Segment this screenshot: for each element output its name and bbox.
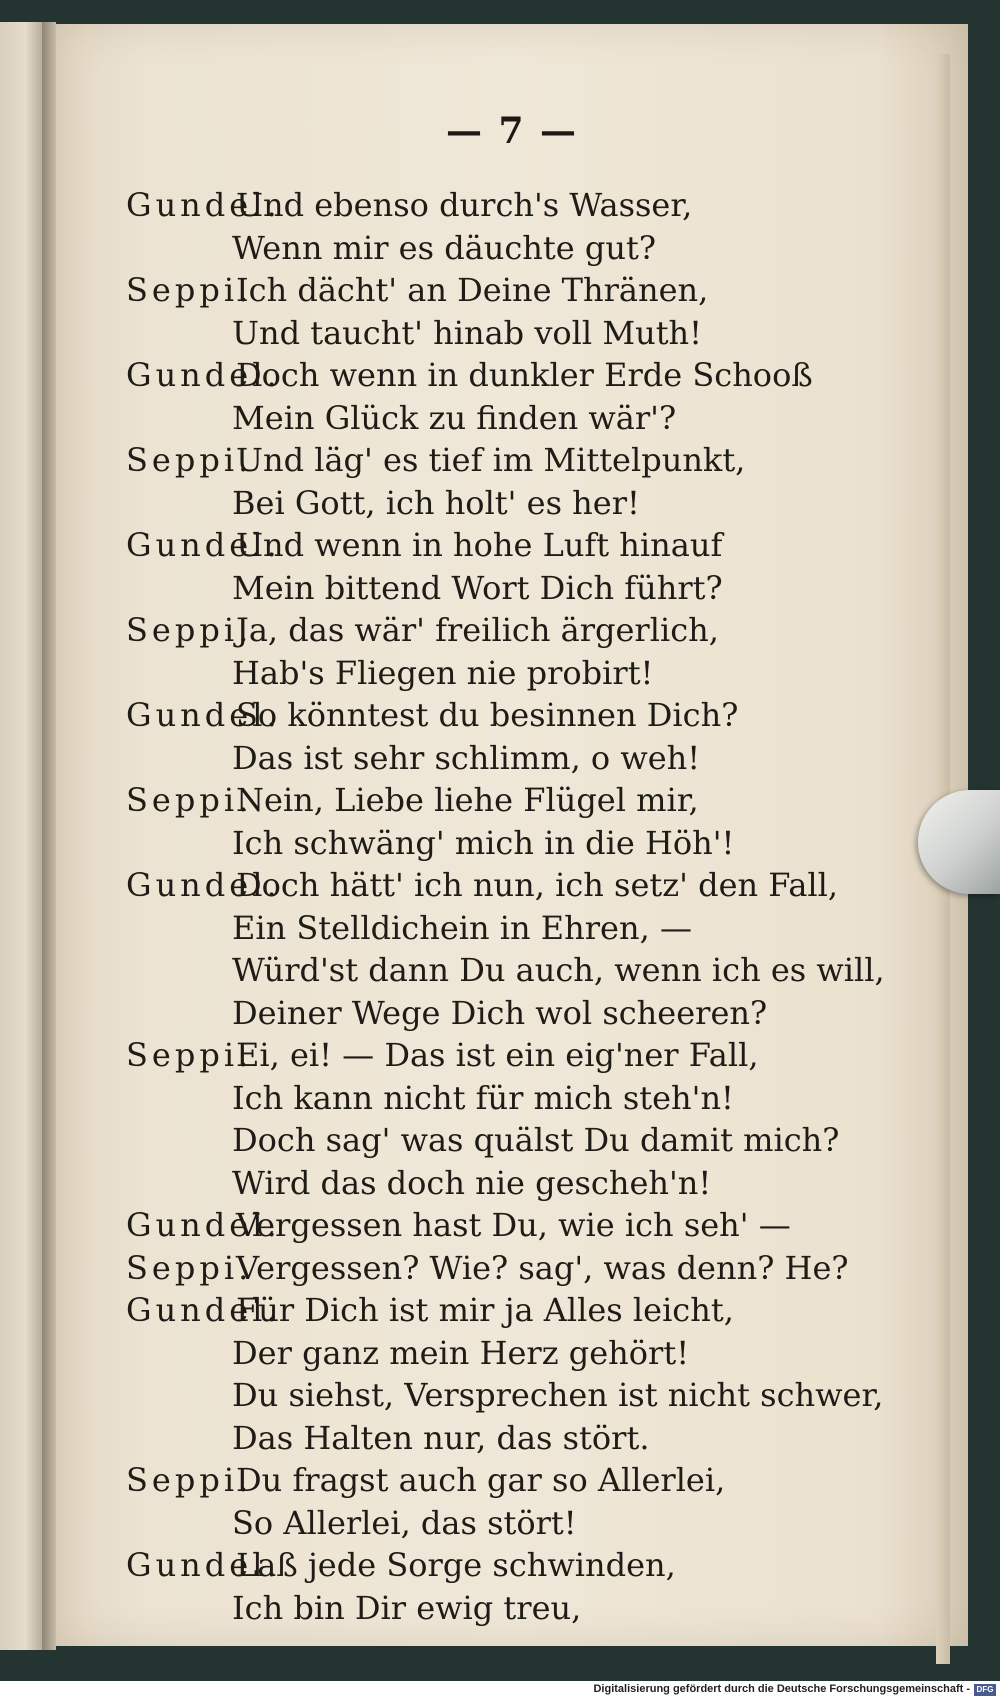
verse-line [56,779,968,822]
verse-text: Vergessen? Wie? sag', was denn? He? [236,1248,849,1287]
speaker-name: Seppi. [126,1248,253,1287]
verse-text: Ja, das wär' freilich ärgerlich, [236,611,719,649]
verse-line [56,609,968,652]
verse-text: Doch hätt' ich nun, ich setz' den Fall, [236,866,839,904]
speaker-name: Seppi. [126,611,253,649]
speaker-name: Seppi. [126,781,253,819]
speaker-name: Gundel. [126,866,281,904]
verse-text: Würd'st dann Du auch, wenn ich es will, [232,951,885,989]
book-page [56,24,968,1646]
verse-text: Hab's Fliegen nie probirt! [232,653,654,692]
speaker-name: Seppi. [126,441,253,479]
verse-text: Mein bittend Wort Dich führt? [232,568,723,607]
verse-text: Und ebenso durch's Wasser, [236,186,693,224]
page-number: — 7 — [445,110,579,152]
verse-dialogue [56,184,968,1629]
verse-text: Du siehst, Versprechen ist nicht schwer, [232,1376,884,1414]
verse-line [56,1204,968,1247]
speaker-name: Gundel. [126,356,281,394]
verse-text: So könntest du besinnen Dich? [236,696,739,734]
verse-text: Ich bin Dir ewig treu, [232,1588,582,1627]
verse-line [56,354,968,397]
verse-text: Ich kann nicht für mich steh'n! [232,1078,734,1117]
speaker-name: Gundel. [126,526,281,564]
verse-line [56,652,968,695]
verse-line [56,227,968,270]
verse-line [56,184,968,227]
verse-line [56,1544,968,1587]
verse-text: Der ganz mein Herz gehört! [232,1333,690,1372]
verse-line [56,1374,968,1417]
verse-line [56,1247,968,1290]
verse-text: Ich dächt' an Deine Thränen, [236,271,709,309]
verse-line [56,694,968,737]
verse-text: Und wenn in hohe Luft hinauf [236,526,723,564]
speaker-name: Gundel. [126,696,281,734]
verse-line [56,1417,968,1460]
verse-text: Vergessen hast Du, wie ich seh' — [236,1206,791,1244]
verse-line [56,439,968,482]
verse-text: Ein Stelldichein in Ehren, — [232,908,692,947]
verse-line [56,1289,968,1332]
verse-text: Ei, ei! — Das ist ein eig'ner Fall, [236,1036,759,1074]
footer-bar [0,1681,1000,1700]
verse-text: Für Dich ist mir ja Alles leicht, [236,1291,734,1329]
verse-line [56,1077,968,1120]
verse-line [56,312,968,355]
verse-text: Das Halten nur, das stört. [232,1418,650,1457]
verse-text: Das ist sehr schlimm, o weh! [232,738,701,777]
verse-text: Doch wenn in dunkler Erde Schooß [236,356,813,394]
verse-text: Mein Glück zu finden wär'? [232,398,677,437]
verse-line [56,482,968,525]
verse-text: Laß jede Sorge schwinden, [236,1546,676,1584]
verse-line [56,1587,968,1630]
verse-text: Du fragst auch gar so Allerlei, [236,1461,726,1499]
dfg-logo: DFG [974,1684,996,1696]
verse-text: Nein, Liebe liehe Flügel mir, [236,781,699,819]
verse-line [56,1459,968,1502]
verse-text: Wenn mir es däuchte gut? [232,228,656,267]
verse-line [56,567,968,610]
left-page-edge [0,22,42,1650]
book-gutter [42,22,56,1650]
verse-line [56,524,968,567]
verse-line [56,992,968,1035]
verse-line [56,864,968,907]
verse-line [56,1162,968,1205]
verse-line [56,1034,968,1077]
verse-line [56,822,968,865]
funding-credit: Digitalisierung gefördert durch die Deutsche Forschungsgemeinschaft - [593,1683,970,1695]
verse-line [56,269,968,312]
verse-text: Ich schwäng' mich in die Höh'! [232,823,735,862]
verse-line [56,1119,968,1162]
verse-line [56,907,968,950]
verse-line [56,737,968,780]
verse-text: Doch sag' was quälst Du damit mich? [232,1121,840,1159]
speaker-name: Seppi. [126,1461,253,1499]
verse-text: Deiner Wege Dich wol scheeren? [232,993,768,1032]
verse-text: So Allerlei, das stört! [232,1503,577,1542]
verse-text: Bei Gott, ich holt' es her! [232,483,640,522]
speaker-name: Gundel. [126,186,281,224]
verse-line [56,1502,968,1545]
verse-text: Und läg' es tief im Mittelpunkt, [236,441,746,479]
speaker-name: Seppi. [126,1036,253,1074]
speaker-name: Gundel. [126,1206,281,1244]
speaker-name: Gundel. [126,1291,281,1329]
verse-text: Und taucht' hinab voll Muth! [232,313,703,352]
verse-line [56,1332,968,1375]
speaker-name: Gundel. [126,1546,281,1584]
verse-line [56,397,968,440]
verse-line [56,949,968,992]
verse-text: Wird das doch nie gescheh'n! [232,1163,712,1202]
speaker-name: Seppi. [126,271,253,309]
